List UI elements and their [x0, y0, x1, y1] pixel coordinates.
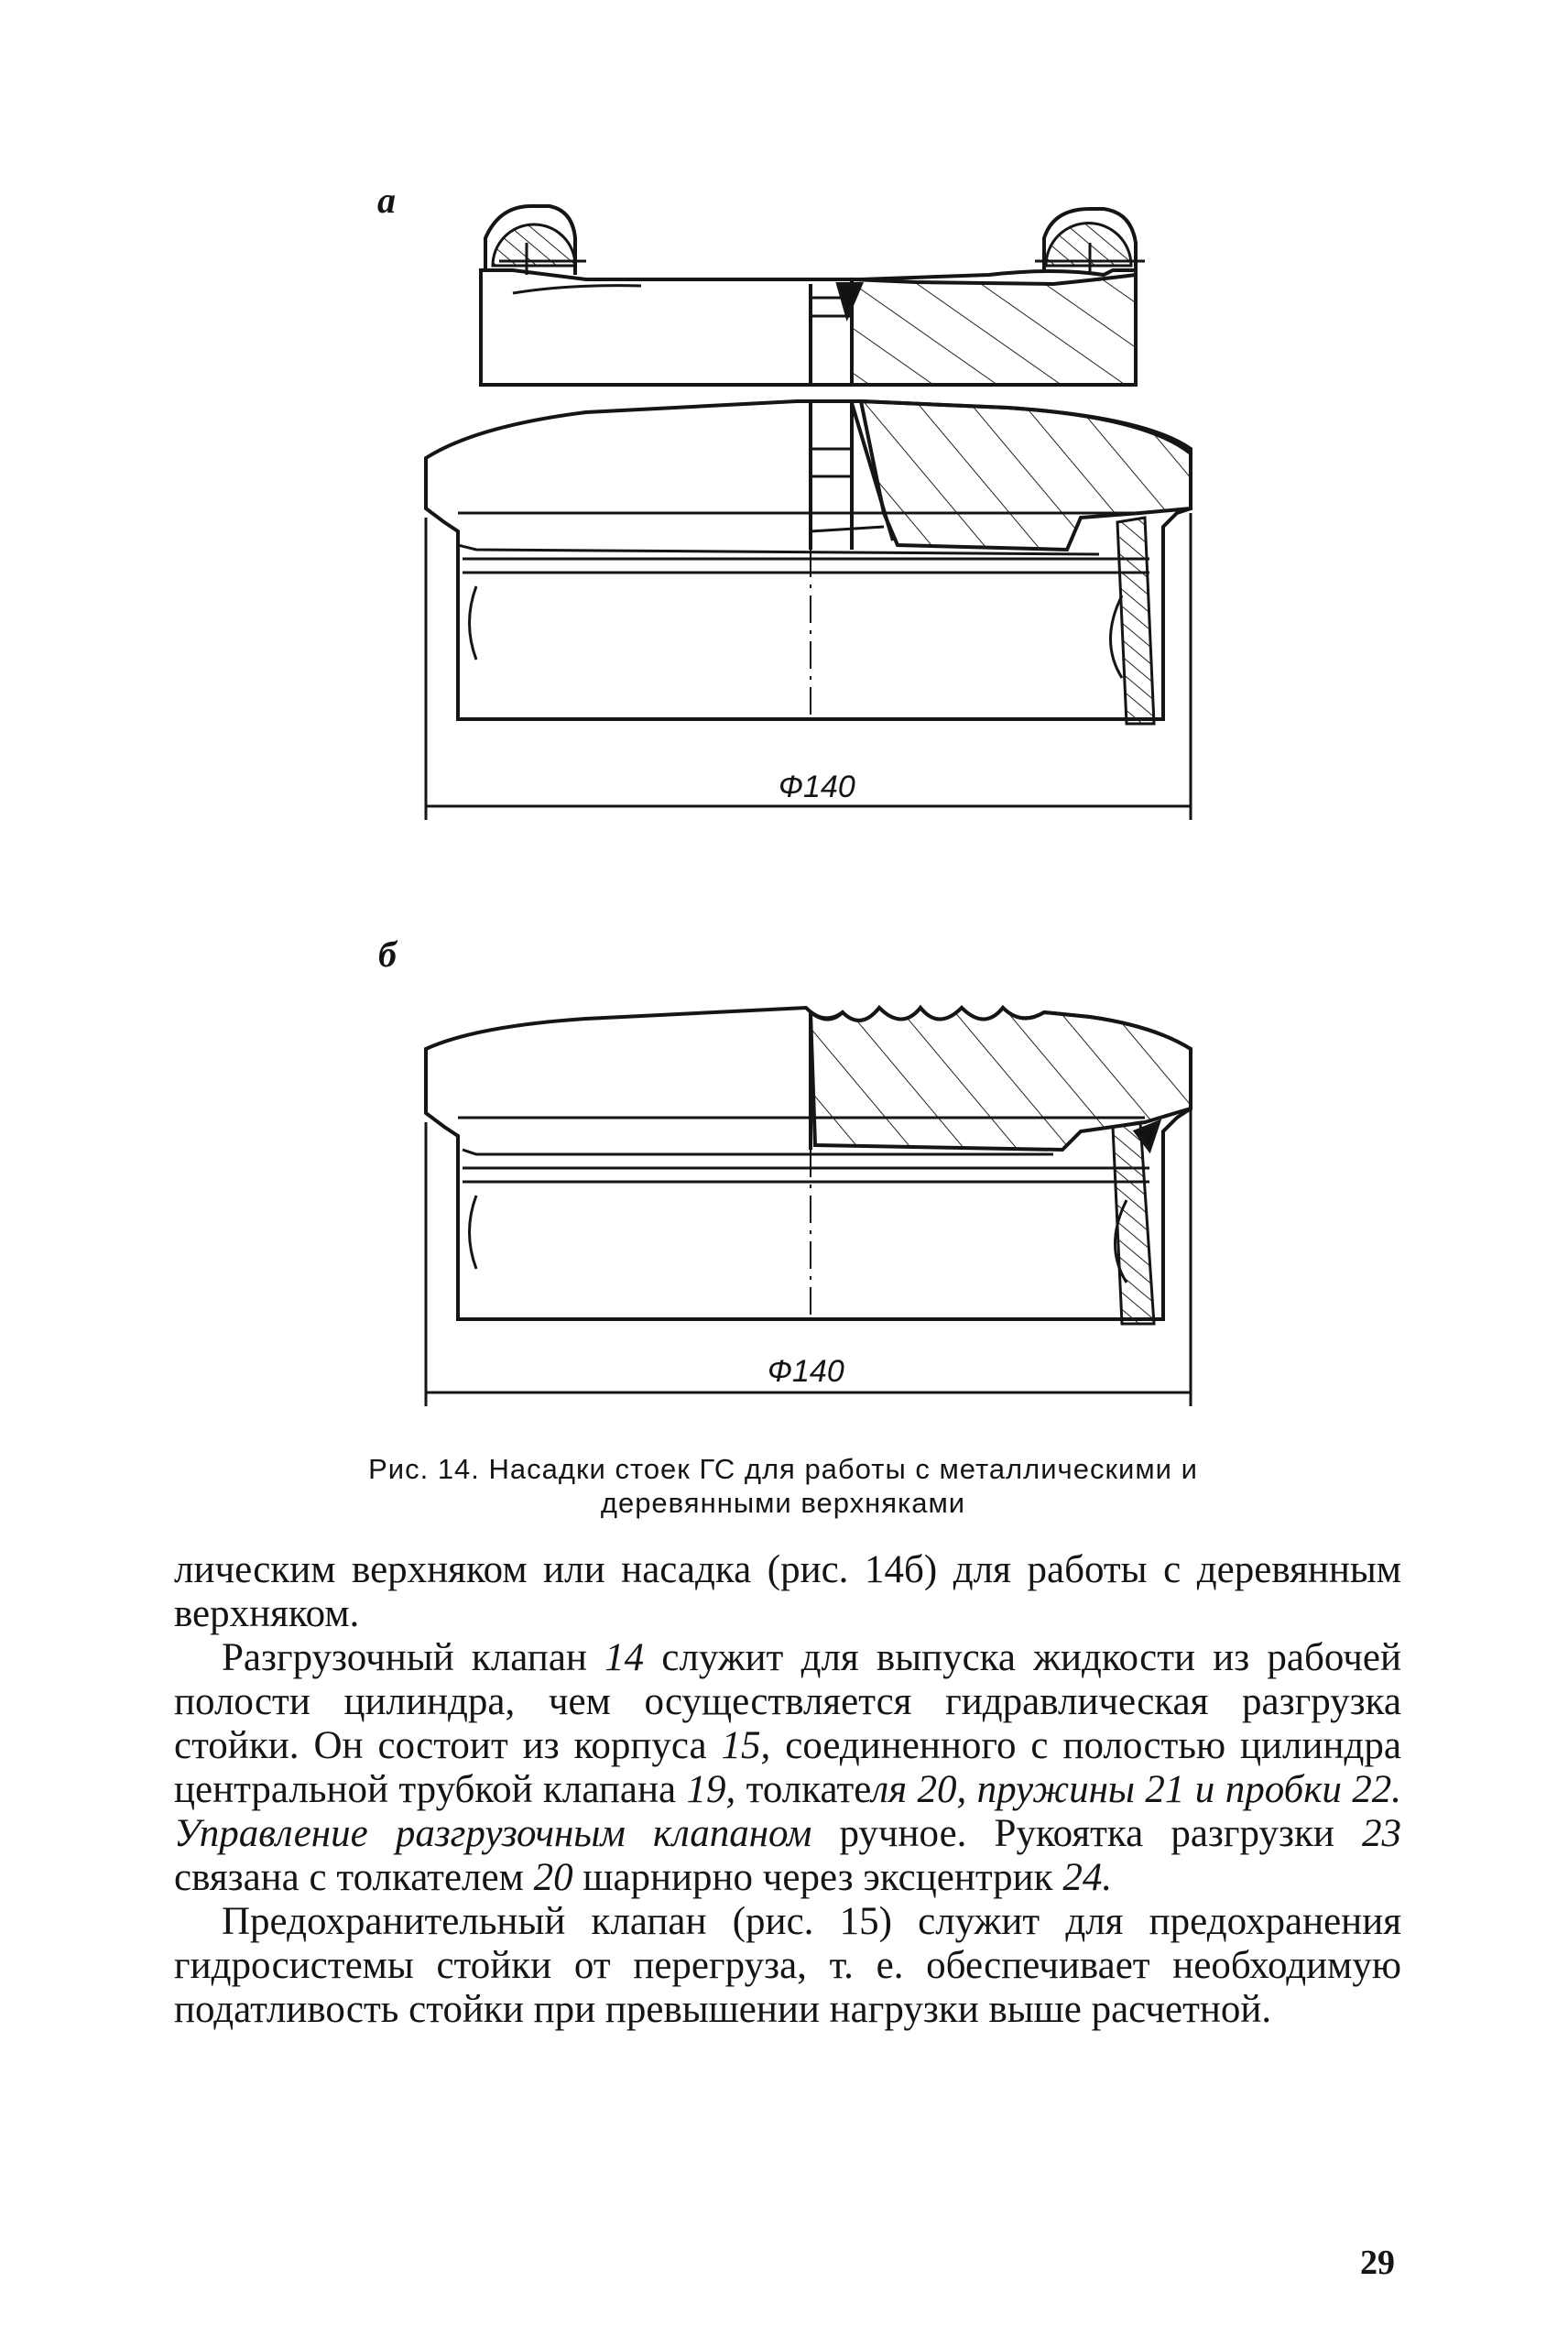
p2-ref-23: 23 — [1362, 1812, 1401, 1855]
p2-ref-24: 24. — [1062, 1856, 1113, 1899]
paragraph-1: лическим верхняком или насадка (рис. 14б) для работы с деревянным верхняком. — [174, 1548, 1401, 1635]
right-ring — [1035, 209, 1145, 275]
p2-ref-14: 14 — [604, 1636, 645, 1679]
figure-caption — [275, 1452, 1291, 1520]
p2-text-h: шарнирно через эксцентрик — [572, 1856, 1063, 1899]
p2-ref-15: 15, — [721, 1724, 771, 1767]
upper-cap — [481, 206, 1145, 385]
lower-body — [426, 401, 1191, 724]
figure-label-b: б — [378, 934, 397, 975]
paragraph-2 — [174, 1636, 1401, 1900]
left-ring — [485, 206, 586, 275]
paragraph-3: Предохранительный клапан (рис. 15) служит для предохранения гидросистемы стойки от перегруза, т. е. обеспечивает необходимую податливость стойки при превышении нагрузки выше расчетной. — [174, 1900, 1401, 2031]
p2-text-a: Разгрузочный клапан — [222, 1636, 605, 1679]
caption-line-2: деревянными верхняками — [600, 1487, 966, 1519]
p2-text-e: ля 20, пружины 21 и пробки 22. Управление разгрузочным клапаном — [174, 1768, 1402, 1855]
p2-text-g: связана с толкателем — [174, 1856, 534, 1899]
drawing-a — [426, 206, 1191, 820]
body-text — [174, 1548, 1401, 2032]
dimension-label-a: Ф140 — [779, 770, 855, 804]
page-number: 29 — [1360, 2244, 1395, 2282]
p2-text-f: ручное. Рукоятка разгрузки — [811, 1812, 1362, 1855]
dimension-label-b: Ф140 — [768, 1354, 844, 1389]
figure-label-a: а — [377, 180, 396, 221]
p2-text-b: служит для выпуска жидкости из рабочей полости цилиндра, чем осуществляется гидравлическая разгрузка стойки. Он состоит из корпуса — [174, 1636, 1401, 1767]
p2-text-c: соединенного с полостью цилиндра центральной трубкой клапана — [174, 1724, 1401, 1811]
p2-ref-19: 19, — [686, 1768, 736, 1811]
p2-ref-20: 20 — [533, 1856, 573, 1899]
caption-line-1: Рис. 14. Насадки стоек ГС для работы с металлическими и — [368, 1453, 1198, 1485]
drawing-b — [426, 1008, 1191, 1406]
p2-text-d: толкате — [735, 1768, 872, 1811]
